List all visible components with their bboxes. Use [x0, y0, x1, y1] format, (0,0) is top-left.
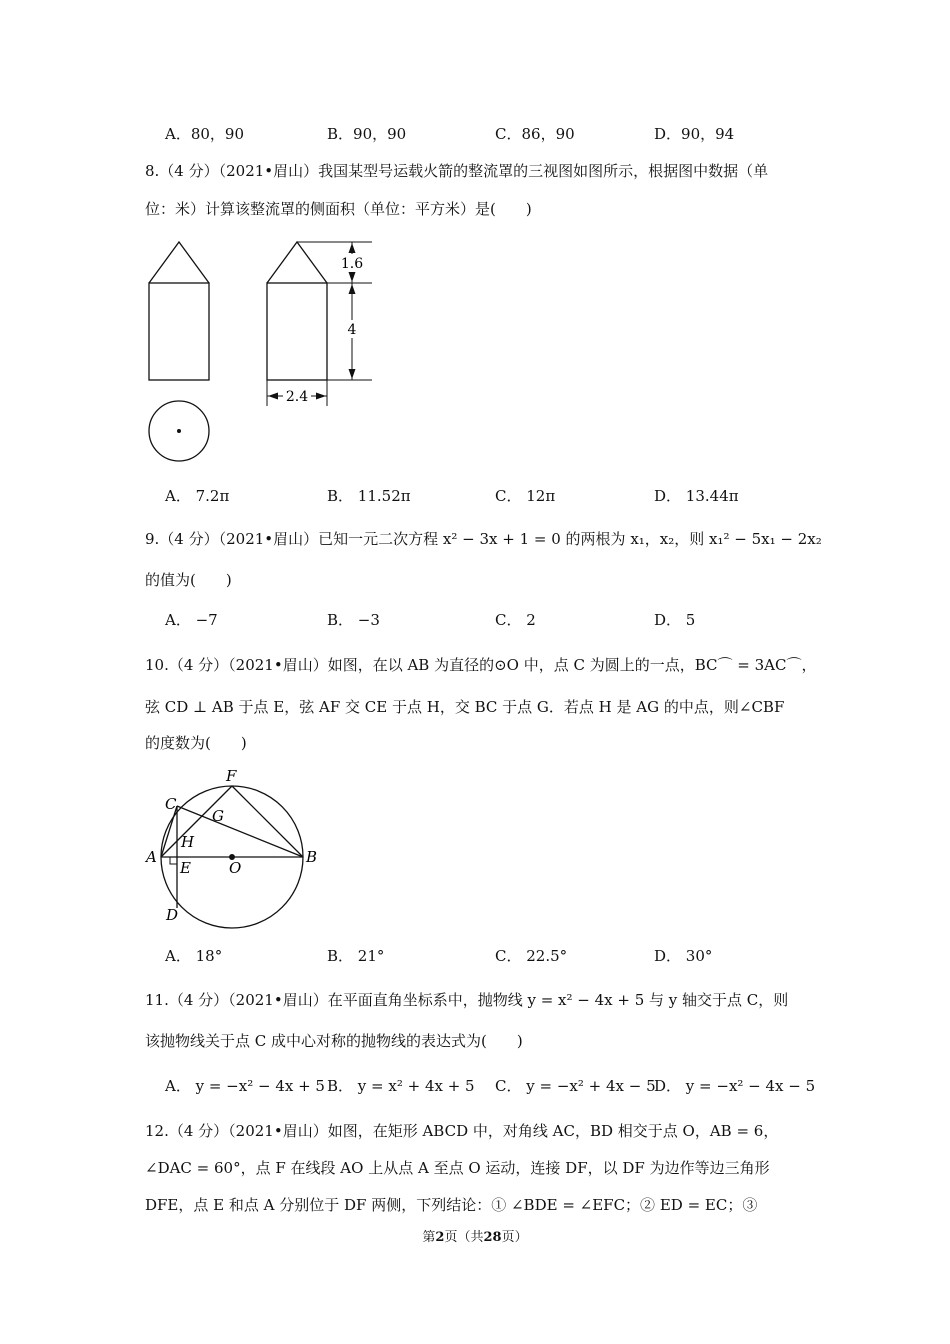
- q9-option-a: A． −7: [165, 611, 218, 629]
- q9-option-d: D． 5: [654, 611, 696, 629]
- q11-options: [0, 1075, 950, 1097]
- q10-stem-line2: 弦 CD ⊥ AB 于点 E，弦 AF 交 CE 于点 H，交 BC 于点 G．若点 H 是 AG 的中点，则∠CBF: [145, 698, 785, 716]
- label-g: G: [212, 807, 224, 825]
- q10-circle-figure: [140, 765, 330, 930]
- q12-stem-line1: 12.（4 分）（2021•眉山）如图，在矩形 ABCD 中，对角线 AC，BD 相交于点 O，AB = 6，: [145, 1122, 779, 1140]
- dim-arrow: [349, 243, 356, 253]
- label-e: E: [180, 859, 191, 877]
- q12-stem-line3: DFE，点 E 和点 A 分别位于 DF 两侧，下列结论：① ∠BDE = ∠EFC；② ED = EC；③: [145, 1196, 758, 1214]
- q7-option-b: B．90，90: [327, 125, 407, 143]
- q11-option-c: C． y = −x² + 4x − 5: [495, 1077, 656, 1095]
- q8-options: [0, 485, 950, 507]
- side-view-cone: [267, 242, 327, 283]
- q11-option-b: B． y = x² + 4x + 5: [327, 1077, 475, 1095]
- q9-option-b: B． −3: [327, 611, 380, 629]
- label-c: C: [165, 795, 177, 813]
- q8-stem-line1: 8.（4 分）（2021•眉山）我国某型号运载火箭的整流罩的三视图如图所示，根据图中数据（单: [145, 162, 769, 180]
- q7-options: [0, 123, 950, 145]
- page-footer: [0, 1226, 950, 1245]
- segment-bf: [232, 786, 303, 857]
- q8-option-a: A． 7.2π: [165, 487, 230, 505]
- q11-option-a: A． y = −x² − 4x + 5: [165, 1077, 325, 1095]
- footer-prefix: 第: [422, 1230, 436, 1245]
- q10-option-d: D． 30°: [654, 947, 713, 965]
- q8-option-b: B． 11.52π: [327, 487, 411, 505]
- top-view-center-dot: [177, 429, 181, 433]
- q8-option-c: C． 12π: [495, 487, 556, 505]
- q9-option-c: C． 2: [495, 611, 536, 629]
- front-view-body: [149, 283, 209, 380]
- dim-label-1-6: 1.6: [340, 256, 364, 272]
- footer-mid: 页（共: [444, 1230, 484, 1245]
- dim-arrow: [349, 284, 356, 294]
- q12-stem-line2: ∠DAC = 60°，点 F 在线段 AO 上从点 A 至点 O 运动，连接 DF，以 DF 为边作等边三角形: [145, 1159, 770, 1177]
- q9-stem-line1: 9.（4 分）（2021•眉山）已知一元二次方程 x² − 3x + 1 = 0 的两根为 x₁，x₂，则 x₁² − 5x₁ − 2x₂: [145, 530, 822, 548]
- dim-label-4: 4: [347, 322, 357, 338]
- q9-options: [0, 609, 950, 631]
- q11-option-d: D． y = −x² − 4x − 5: [654, 1077, 816, 1095]
- right-angle-mark: [170, 857, 177, 864]
- segment-bc: [177, 806, 303, 857]
- q10-option-c: C． 22.5°: [495, 947, 568, 965]
- dim-arrow: [349, 369, 356, 379]
- label-o: O: [229, 859, 242, 877]
- dim-arrow: [268, 393, 278, 400]
- q11-stem-line2: 该抛物线关于点 C 成中心对称的抛物线的表达式为( ): [145, 1032, 523, 1050]
- q10-stem-line1: 10.（4 分）（2021•眉山）如图，在以 AB 为直径的⊙O 中，点 C 为圆上的一点，BC⌒ = 3AC⌒，: [145, 656, 817, 674]
- label-d: D: [166, 906, 179, 924]
- footer-page-number: 2: [435, 1230, 445, 1245]
- q10-options: [0, 945, 950, 967]
- footer-total-pages: 28: [483, 1230, 502, 1245]
- label-b: B: [306, 848, 318, 866]
- q10-option-b: B． 21°: [327, 947, 385, 965]
- q8-option-d: D． 13.44π: [654, 487, 739, 505]
- footer-suffix: 页）: [501, 1230, 528, 1245]
- side-view-body: [267, 283, 327, 380]
- q7-option-d: D．90，94: [654, 125, 735, 143]
- q8-stem-line2: 位：米）计算该整流罩的侧面积（单位：平方米）是( ): [145, 200, 532, 218]
- q9-stem-line2: 的值为( ): [145, 571, 232, 589]
- q11-stem-line1: 11.（4 分）（2021•眉山）在平面直角坐标系中，抛物线 y = x² − 4x + 5 与 y 轴交于点 C，则: [145, 991, 789, 1009]
- q10-option-a: A． 18°: [165, 947, 223, 965]
- q10-stem-line3: 的度数为( ): [145, 734, 247, 752]
- front-view-cone: [149, 242, 209, 283]
- dim-label-2-4: 2.4: [285, 389, 309, 405]
- dim-arrow: [349, 272, 356, 282]
- q7-option-a: A．80，90: [165, 125, 245, 143]
- label-f: F: [226, 767, 237, 785]
- q8-three-view-figure: [140, 236, 390, 468]
- dim-arrow: [316, 393, 326, 400]
- label-a: A: [146, 848, 157, 866]
- label-h: H: [181, 833, 195, 851]
- q7-option-c: C．86，90: [495, 125, 575, 143]
